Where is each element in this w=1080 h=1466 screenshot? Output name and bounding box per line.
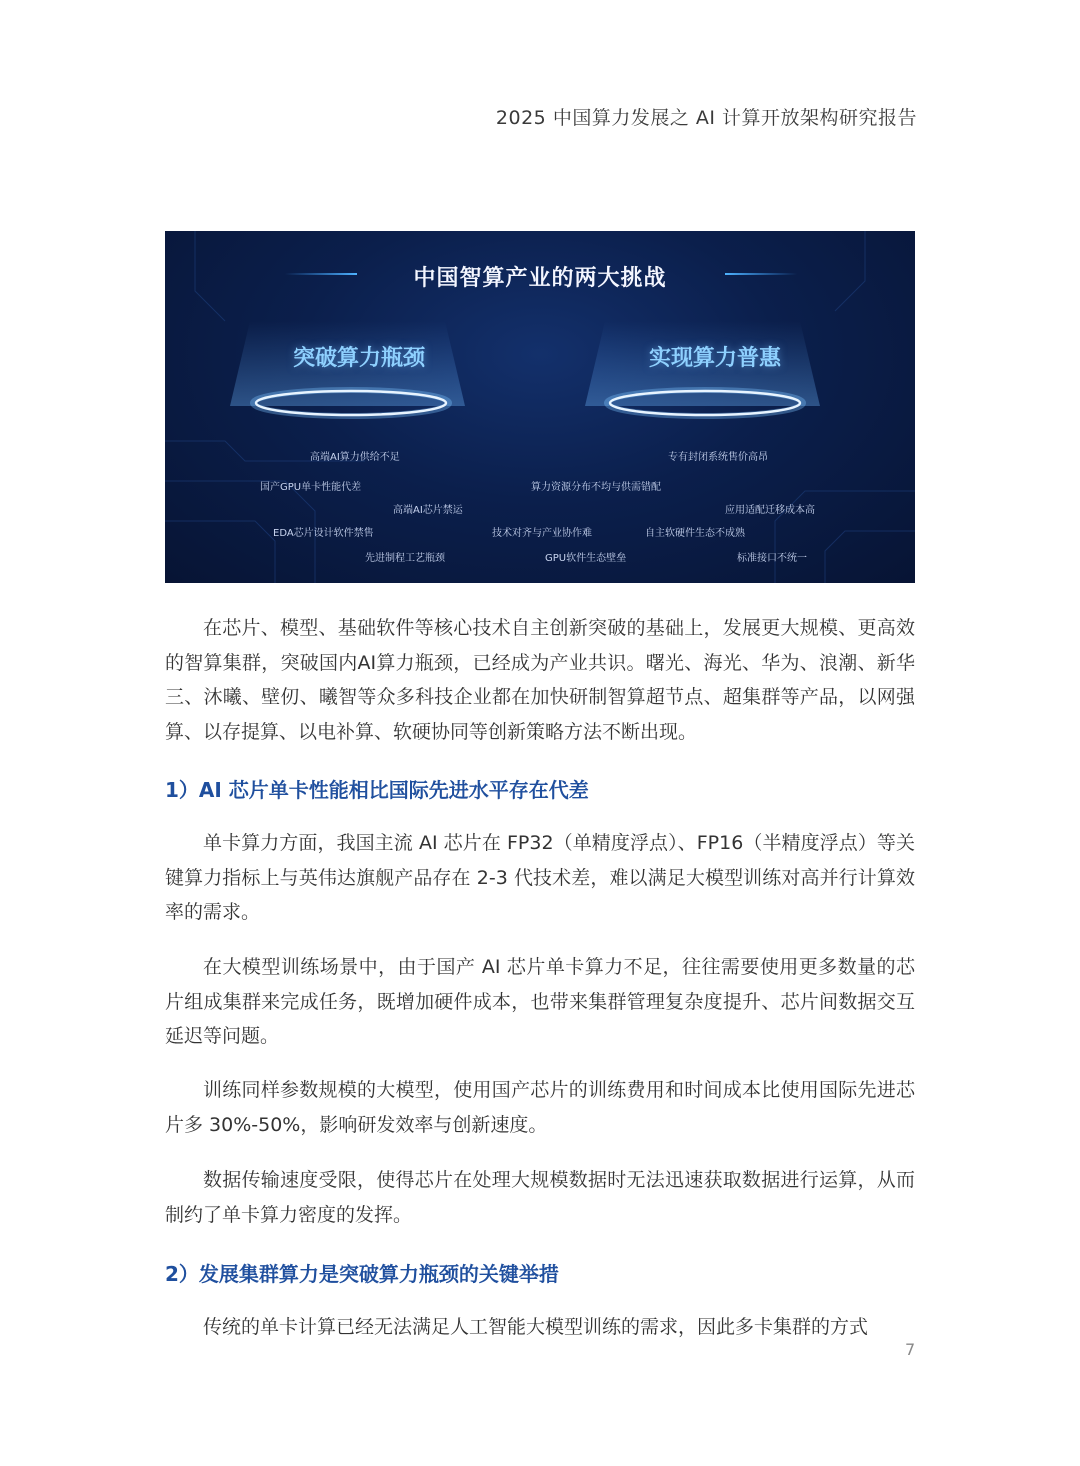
challenge-break-bottleneck: 突破算力瓶颈 <box>293 346 426 371</box>
section-heading-2: 2）发展集群算力是突破算力瓶颈的关键举措 <box>165 1262 559 1286</box>
figure-tag: 国产GPU单卡性能代差 <box>260 482 362 493</box>
figure-tag: 高端AI算力供给不足 <box>310 452 400 463</box>
figure-tag: 应用适配迁移成本高 <box>725 505 815 516</box>
figure-tag: EDA芯片设计软件禁售 <box>273 528 374 539</box>
figure-tag: 专有封闭系统售价高昂 <box>668 452 768 463</box>
challenges-figure <box>165 231 915 583</box>
body-paragraph: 在大模型训练场景中，由于国产 AI 芯片单卡算力不足，往往需要使用更多数量的芯片组成集群来完成任务，既增加硬件成本，也带来集群管理复杂度提升、芯片间数据交互延迟等问题。 <box>165 956 915 1047</box>
body-paragraph: 数据传输速度受限，使得芯片在处理大规模数据时无法迅速获取数据进行运算，从而制约了单卡算力密度的发挥。 <box>165 1169 915 1226</box>
figure-tag: GPU软件生态壁垒 <box>545 553 627 564</box>
figure-tag: 先进制程工艺瓶颈 <box>365 553 445 564</box>
section-heading-1: 1）AI 芯片单卡性能相比国际先进水平存在代差 <box>165 778 589 802</box>
body-paragraph: 在芯片、模型、基础软件等核心技术自主创新突破的基础上，发展更大规模、更高效的智算集群，突破国内AI算力瓶颈，已经成为产业共识。曙光、海光、华为、浪潮、新华三、沐曦、壁仞、曦智等众多科技企业都在加快研制智算超节点、超集群等产品，以网强算、以存提算、以电补算、软硬协同等创新策略方法不断出现。 <box>165 617 915 743</box>
challenge-inclusive-compute: 实现算力普惠 <box>649 346 782 371</box>
figure-tag: 自主软硬件生态不成熟 <box>645 528 745 539</box>
figure-tag: 高端AI芯片禁运 <box>393 505 463 516</box>
figure-tag: 标准接口不统一 <box>737 553 807 564</box>
running-header-title: 2025 中国算力发展之 AI 计算开放架构研究报告 <box>495 107 917 129</box>
figure-tag: 技术对齐与产业协作难 <box>492 528 592 539</box>
page-number: 7 <box>905 1340 916 1359</box>
body-paragraph: 单卡算力方面，我国主流 AI 芯片在 FP32（单精度浮点）、FP16（半精度浮点）等关键算力指标上与英伟达旗舰产品存在 2-3 代技术差，难以满足大模型训练对高并行计算效率的需求。 <box>165 832 915 923</box>
body-paragraph: 训练同样参数规模的大模型，使用国产芯片的训练费用和时间成本比使用国际先进芯片多 30%-50%，影响研发效率与创新速度。 <box>165 1079 915 1136</box>
figure-tag: 算力资源分布不均与供需错配 <box>531 482 661 493</box>
body-paragraph: 传统的单卡计算已经无法满足人工智能大模型训练的需求，因此多卡集群的方式 <box>203 1316 869 1338</box>
figure-title: 中国智算产业的两大挑战 <box>413 266 667 291</box>
